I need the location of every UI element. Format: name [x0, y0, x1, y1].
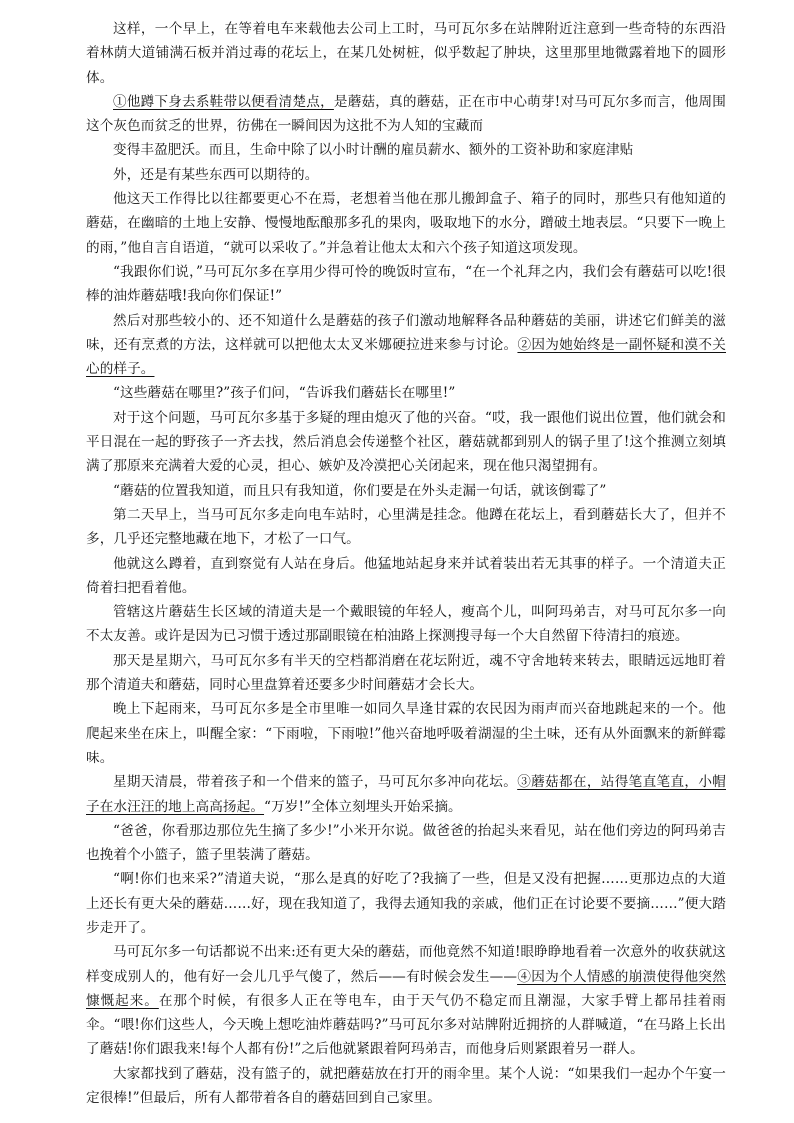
text-run: “爸爸，你看那边那位先生摘了多少!”小米开尔说。做爸爸的抬起头来看见，站在他们旁边的阿玛弟吉也挽着个小篮子，篮子里装满了蘑菇。 — [86, 822, 726, 864]
paragraph — [86, 187, 726, 260]
paragraph — [86, 503, 726, 552]
paragraph — [86, 819, 726, 868]
text-run: 他就这么蹲着，直到察觉有人站在身后。他猛地站起身来并试着装出若无其事的样子。一个清道夫正倚着扫把看着他。 — [86, 555, 726, 596]
underlined-sentence: ③蘑菇都在，站得笔直笔直，小帽子在水汪汪的地上高高扬起。 — [86, 774, 727, 815]
underlined-sentence: ①他蹲下身去系鞋带以便看清楚点， — [113, 93, 334, 110]
text-run: “蘑菇的位置我知道，而且只有我知道，你们要是在外头走漏一句话，就该倒霉了” — [113, 482, 607, 499]
underlined-sentence: ②因为她始终是一副怀疑和漠不关心的样子。 — [86, 336, 726, 378]
paragraph — [86, 940, 726, 1061]
story-text — [86, 0, 726, 1110]
text-run: “啊!你们也来采?”清道夫说，“那么是真的好吃了?我摘了一些，但是又没有把握……更那边点的大道上还长有更大朵的蘑菇……好，现在我知道了，我得去通知我的亲戚，他们正在讨论要不要摘……”便大踏步走开了。 — [86, 871, 726, 936]
text-run: 第二天早上，当马可瓦尔多走向电车站时，心里满是挂念。他蹲在花坛上，看到蘑菇长大了，但并不多，几乎还完整地藏在地下，才松了一口气。 — [86, 506, 726, 548]
paragraph — [86, 406, 726, 479]
text-run: 马可瓦尔多一句话都说不出来:还有更大朵的蘑菇，而他竟然不知道!眼睁睁地看着一次意外的收获就这样变成别人的，他有好一会儿几乎气傻了，然后——有时候会发生—— — [86, 944, 726, 985]
text-run: 在那个时候，有很多人正在等电车，由于天气仍不稳定而且潮湿，大家手臂上都吊挂着雨伞。“喂!你们这些人，今天晚上想吃油炸蘑菇吗?”马可瓦尔多对站牌附近拥挤的人群喊道，“在马路上长出了蘑菇!你们跟我来!每个人都有份!”之后他就紧跟着阿玛弟吉，而他身后则紧跟着另一群人。 — [86, 992, 726, 1058]
text-run: “这些蘑菇在哪里?”孩子们问，“告诉我们蘑菇长在哪里!” — [113, 385, 456, 402]
text-run: 外，还是有某些东西可以期待的。 — [113, 166, 319, 183]
text-run: 管辖这片蘑菇生长区域的清道夫是一个戴眼镜的年轻人，瘦高个儿，叫阿玛弟吉，对马可瓦尔多一向不太友善。或许是因为已习惯于透过那副眼镜在柏油路上探测搜寻每一个大自然留下待清扫的痕迹。 — [86, 604, 726, 645]
text-run: 是蘑菇，真的蘑菇，正在市中心萌芽!对马可瓦尔多而言，他周围这个灰色而贫乏的世界，彷佛在一瞬间因为这批不为人知的宝藏而 — [86, 93, 726, 135]
paragraph — [86, 600, 726, 649]
text-run: 这样，一个早上，在等着电车来载他去公司上工时，马可瓦尔多在站牌附近注意到一些奇特的东西沿着林荫大道铺满石板并消过毒的花坛上，在某几处树桩，似乎数起了肿块，这里那里地微露着地下的圆形体。 — [86, 21, 726, 86]
paragraph — [86, 309, 726, 382]
paragraph — [86, 770, 726, 819]
text-run: 星期天清晨，带着孩子和一个借来的篮子，马可瓦尔多冲向花坛。 — [113, 774, 518, 791]
paragraph — [86, 163, 726, 187]
underlined-sentence: ④因为个人情感的崩溃使得他突然慷慨起来。 — [86, 968, 726, 1009]
text-run: 那天是星期六，马可瓦尔多有半天的空档都消磨在花坛附近，魂不守舍地转来转去，眼睛远远地盯着那个清道夫和蘑菇，同时心里盘算着还要多少时间蘑菇才会长大。 — [86, 652, 726, 694]
paragraph — [86, 90, 726, 139]
paragraph — [86, 1062, 726, 1111]
paragraph — [86, 138, 726, 162]
text-run: 晚上下起雨来，马可瓦尔多是全市里唯一如同久旱逢甘霖的农民因为雨声而兴奋地跳起来的一个。他爬起来坐在床上，叫醒全家：“下雨啦，下雨啦!”他兴奋地呼吸着湖湿的尘土味，还有从外面飘来的新鲜霉味。 — [86, 701, 726, 766]
paragraph — [86, 17, 726, 90]
paragraph — [86, 479, 726, 503]
paragraph — [86, 867, 726, 940]
paragraph — [86, 552, 726, 601]
text-run: “万岁!”全体立刻埋头开始采摘。 — [264, 798, 462, 815]
paragraph — [86, 381, 726, 405]
paragraph — [86, 697, 726, 770]
text-run: 变得丰盈肥沃。而且，生命中除了以小时计酬的雇员薪水、额外的工资补助和家庭津贴 — [113, 142, 634, 159]
text-run: 对于这个问题，马可瓦尔多基于多疑的理由熄灭了他的兴奋。“哎，我一跟他们说出位置，他们就会和平日混在一起的野孩子一齐去找，然后消息会传递整个社区，蘑菇就都到别人的锅子里了!这个推测立刻填满了那原来充满着大爱的心灵，担心、嫉妒及冷漠把心关闭起来，现在他只渴望拥有。 — [86, 409, 726, 475]
text-run: 他这天工作得比以往都要更心不在焉，老想着当他在那儿搬卸盒子、箱子的同时，那些只有他知道的蘑菇，在幽暗的土地上安静、慢慢地酝酿那多孔的果肉，吸取地下的水分，蹭破土地表层。“只要下一晚上的雨，”他自言自语道，“就可以采收了。”并急着让他太太和六个孩子知道这项发现。 — [86, 191, 726, 256]
text-run: 然后对那些较小的、还不知道什么是蘑菇的孩子们激动地解释各品种蘑菇的美丽，讲述它们鲜美的滋味，还有烹煮的方法，这样就可以把他太太叉米娜硬拉进来参与讨论。 — [86, 312, 726, 353]
text-run: 大家都找到了蘑菇，没有篮子的，就把蘑菇放在打开的雨伞里。某个人说：“如果我们一起办个午宴一定很棒!”但最后，所有人都带着各自的蘑菇回到自己家里。 — [86, 1065, 726, 1107]
paragraph — [86, 649, 726, 698]
paragraph — [86, 260, 726, 309]
text-run: “我跟你们说，”马可瓦尔多在享用少得可怜的晚饭时宣布，“在一个礼拜之内，我们会有蘑菇可以吃!很棒的油炸蘑菇哦!我向你们保证!” — [86, 263, 726, 305]
